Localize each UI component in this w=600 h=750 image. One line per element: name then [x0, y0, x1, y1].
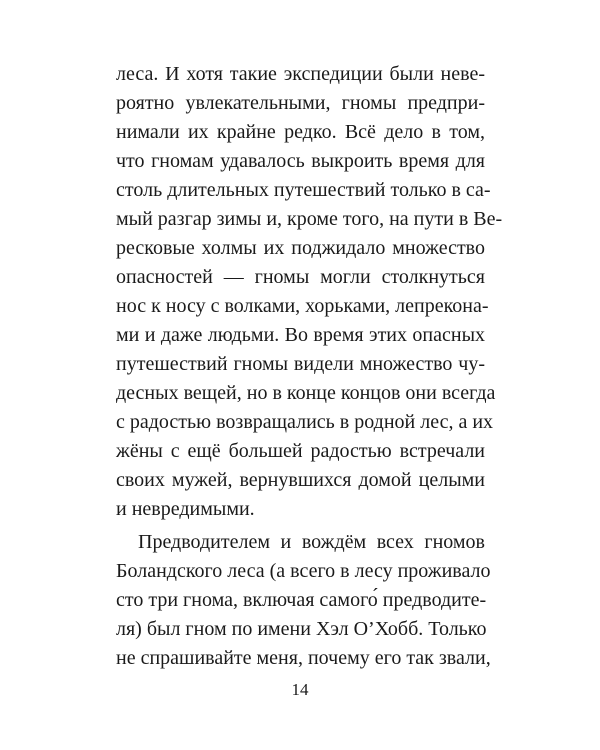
text-line: жёны с ещё большей радостью встречали: [116, 440, 485, 462]
text-line: ми и даже людьми. Во время этих опасных: [116, 324, 485, 346]
text-line: опасностей — гномы могли столкнуться: [116, 266, 485, 288]
text-line: десных вещей, но в конце концов они всегда: [116, 382, 496, 404]
text-line: роятно увлекательными, гномы предпри-: [116, 92, 485, 114]
text-line: Боландского леса (а всего в лесу проживало: [116, 560, 491, 582]
text-line: столь длительных путешествий только в са-: [116, 179, 491, 201]
text-line: леса. И хотя такие экспедиции были неве-: [116, 63, 485, 85]
text-line: путешествий гномы видели множество чу-: [116, 353, 485, 375]
text-line: ля) был гном по имени Хэл О’Хобб. Только: [116, 618, 487, 640]
text-line: что гномам удавалось выкроить время для: [116, 150, 485, 172]
text-line: с радостью возвращались в родной лес, а их: [116, 411, 494, 433]
text-line: не спрашивайте меня, почему его так звали,: [116, 647, 491, 669]
text-line: ресковые холмы их поджидало множество: [116, 237, 485, 259]
text-line: и невредимыми.: [116, 498, 255, 520]
text-line: своих мужей, вернувшихся домой целыми: [116, 469, 485, 491]
text-line: мый разгар зимы и, кроме того, на пути в Ве-: [116, 208, 503, 230]
text-line: Предводителем и вождём всех гномов: [138, 531, 485, 553]
text-line: нимали их крайне редко. Всё дело в том,: [116, 121, 485, 143]
text-line: нос к носу с волками, хорьками, лепрекона-: [116, 295, 489, 317]
text-line: сто три гнома, включая самого́ предводите-: [116, 589, 487, 611]
page-number: 14: [291, 680, 309, 699]
